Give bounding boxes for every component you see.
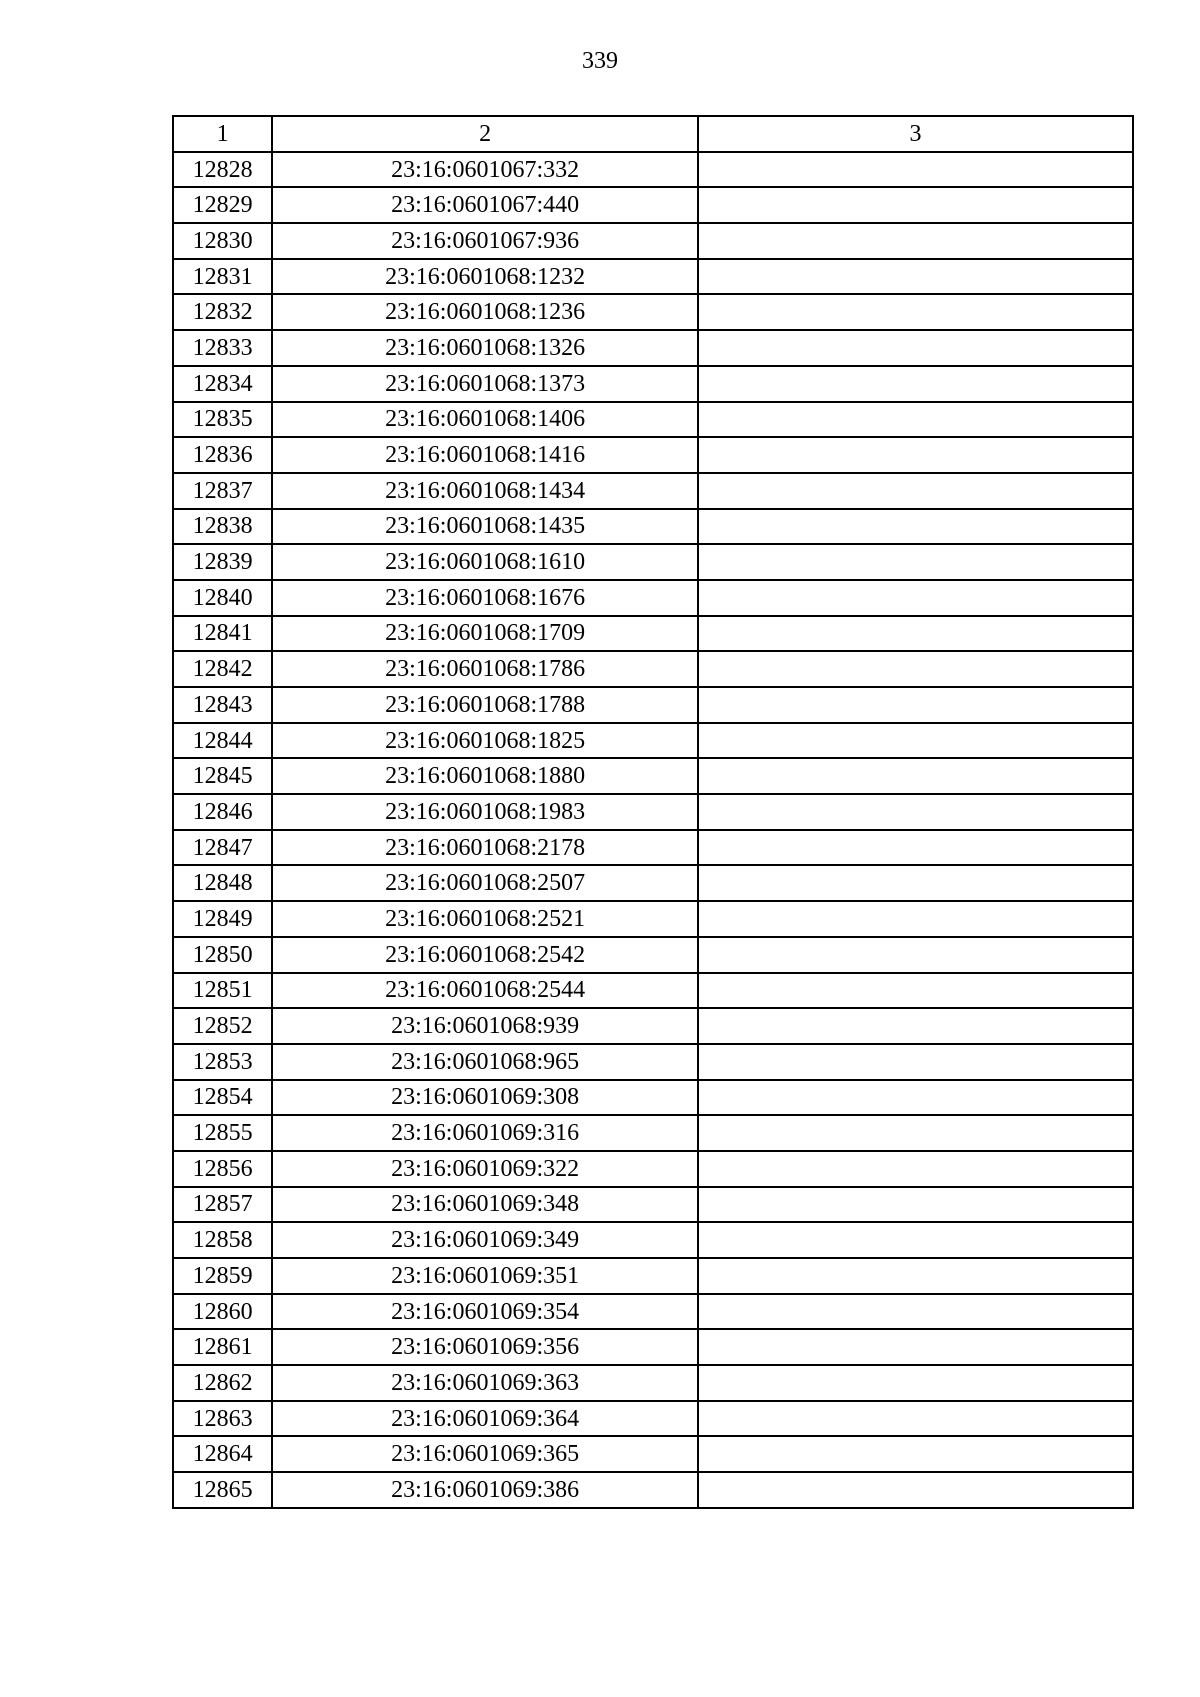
cadastral-number-cell: 23:16:0601068:1676 [272,580,698,616]
table-row [173,1401,1133,1437]
row-number-cell: 12832 [173,294,272,330]
cadastral-number-cell: 23:16:0601068:1983 [272,794,698,830]
table-row [173,259,1133,295]
note-cell [698,544,1133,580]
table-row [173,1365,1133,1401]
table-row [173,1436,1133,1472]
cadastral-number-cell: 23:16:0601069:386 [272,1472,698,1508]
note-cell [698,473,1133,509]
cadastral-number-cell: 23:16:0601069:348 [272,1187,698,1223]
cadastral-number-cell: 23:16:0601069:308 [272,1080,698,1116]
row-number-cell: 12830 [173,223,272,259]
cadastral-number-cell: 23:16:0601068:1435 [272,509,698,545]
table-row [173,1008,1133,1044]
row-number-cell: 12834 [173,366,272,402]
note-cell [698,1294,1133,1330]
table-row [173,473,1133,509]
note-cell [698,580,1133,616]
note-cell [698,830,1133,866]
row-number-cell: 12845 [173,758,272,794]
row-number-cell: 12852 [173,1008,272,1044]
table-row [173,1294,1133,1330]
row-number-cell: 12859 [173,1258,272,1294]
note-cell [698,294,1133,330]
table-row [173,723,1133,759]
cadastral-number-cell: 23:16:0601069:363 [272,1365,698,1401]
note-cell [698,330,1133,366]
row-number-cell: 12865 [173,1472,272,1508]
row-number-cell: 12851 [173,973,272,1009]
row-number-cell: 12838 [173,509,272,545]
row-number-cell: 12849 [173,901,272,937]
note-cell [698,651,1133,687]
cadastral-number-cell: 23:16:0601068:1326 [272,330,698,366]
note-cell [698,366,1133,402]
table-row [173,544,1133,580]
note-cell [698,1365,1133,1401]
row-number-cell: 12847 [173,830,272,866]
row-number-cell: 12844 [173,723,272,759]
row-number-cell: 12829 [173,187,272,223]
cadastral-number-cell: 23:16:0601068:2521 [272,901,698,937]
cadastral-number-cell: 23:16:0601068:1610 [272,544,698,580]
row-number-cell: 12856 [173,1151,272,1187]
column-header: 2 [272,116,698,152]
row-number-cell: 12846 [173,794,272,830]
table-row [173,437,1133,473]
cadastral-number-cell: 23:16:0601067:332 [272,152,698,188]
row-number-cell: 12833 [173,330,272,366]
cadastral-number-cell: 23:16:0601069:349 [272,1222,698,1258]
cadastral-number-cell: 23:16:0601068:1788 [272,687,698,723]
note-cell [698,509,1133,545]
table-header-row [173,116,1133,152]
row-number-cell: 12843 [173,687,272,723]
row-number-cell: 12840 [173,580,272,616]
row-number-cell: 12836 [173,437,272,473]
cadastral-number-cell: 23:16:0601069:322 [272,1151,698,1187]
note-cell [698,1258,1133,1294]
note-cell [698,402,1133,438]
table-row [173,223,1133,259]
row-number-cell: 12839 [173,544,272,580]
note-cell [698,437,1133,473]
cadastral-number-cell: 23:16:0601068:1373 [272,366,698,402]
table-row [173,402,1133,438]
table-row [173,830,1133,866]
cadastral-number-cell: 23:16:0601068:1880 [272,758,698,794]
table-row [173,1044,1133,1080]
note-cell [698,901,1133,937]
table-row [173,1187,1133,1223]
note-cell [698,687,1133,723]
cadastral-number-cell: 23:16:0601068:1709 [272,616,698,652]
table-row [173,794,1133,830]
cadastral-number-cell: 23:16:0601068:1434 [272,473,698,509]
note-cell [698,1008,1133,1044]
column-header: 1 [173,116,272,152]
table-row [173,152,1133,188]
row-number-cell: 12828 [173,152,272,188]
row-number-cell: 12863 [173,1401,272,1437]
note-cell [698,259,1133,295]
cadastral-number-cell: 23:16:0601067:936 [272,223,698,259]
note-cell [698,758,1133,794]
table-row [173,687,1133,723]
row-number-cell: 12861 [173,1329,272,1365]
row-number-cell: 12860 [173,1294,272,1330]
row-number-cell: 12855 [173,1115,272,1151]
table-row [173,187,1133,223]
row-number-cell: 12857 [173,1187,272,1223]
note-cell [698,1187,1133,1223]
table-row [173,1329,1133,1365]
table-row [173,1080,1133,1116]
cadastral-number-cell: 23:16:0601069:364 [272,1401,698,1437]
table-row [173,1222,1133,1258]
cadastral-number-cell: 23:16:0601069:354 [272,1294,698,1330]
note-cell [698,1329,1133,1365]
note-cell [698,616,1133,652]
table-row [173,901,1133,937]
row-number-cell: 12841 [173,616,272,652]
note-cell [698,1472,1133,1508]
table-row [173,865,1133,901]
table-row [173,1151,1133,1187]
cadastral-number-cell: 23:16:0601068:2542 [272,937,698,973]
table-row [173,1472,1133,1508]
table-row [173,330,1133,366]
note-cell [698,1222,1133,1258]
row-number-cell: 12848 [173,865,272,901]
row-number-cell: 12831 [173,259,272,295]
note-cell [698,1436,1133,1472]
cadastral-number-cell: 23:16:0601068:2507 [272,865,698,901]
note-cell [698,1044,1133,1080]
row-number-cell: 12853 [173,1044,272,1080]
row-number-cell: 12842 [173,651,272,687]
cadastral-number-cell: 23:16:0601067:440 [272,187,698,223]
table-row [173,580,1133,616]
note-cell [698,1151,1133,1187]
row-number-cell: 12858 [173,1222,272,1258]
cadastral-number-cell: 23:16:0601068:965 [272,1044,698,1080]
data-table [172,115,1134,1509]
note-cell [698,937,1133,973]
cadastral-number-cell: 23:16:0601068:2544 [272,973,698,1009]
cadastral-number-cell: 23:16:0601068:1825 [272,723,698,759]
row-number-cell: 12837 [173,473,272,509]
cadastral-number-cell: 23:16:0601069:365 [272,1436,698,1472]
cadastral-number-cell: 23:16:0601068:1416 [272,437,698,473]
table-row [173,651,1133,687]
row-number-cell: 12854 [173,1080,272,1116]
cadastral-number-cell: 23:16:0601068:1232 [272,259,698,295]
table-row [173,1115,1133,1151]
note-cell [698,223,1133,259]
table-row [173,1258,1133,1294]
cadastral-number-cell: 23:16:0601068:2178 [272,830,698,866]
note-cell [698,865,1133,901]
table-row [173,294,1133,330]
note-cell [698,187,1133,223]
note-cell [698,1115,1133,1151]
note-cell [698,1401,1133,1437]
table-row [173,509,1133,545]
table-row [173,973,1133,1009]
table-row [173,937,1133,973]
table-body [173,116,1133,1508]
cadastral-number-cell: 23:16:0601069:356 [272,1329,698,1365]
table-row [173,758,1133,794]
cadastral-number-cell: 23:16:0601069:316 [272,1115,698,1151]
page-number: 339 [582,48,618,74]
column-header: 3 [698,116,1133,152]
row-number-cell: 12835 [173,402,272,438]
cadastral-number-cell: 23:16:0601068:1236 [272,294,698,330]
cadastral-number-cell: 23:16:0601068:939 [272,1008,698,1044]
cadastral-number-cell: 23:16:0601068:1786 [272,651,698,687]
cadastral-number-cell: 23:16:0601069:351 [272,1258,698,1294]
cadastral-number-cell: 23:16:0601068:1406 [272,402,698,438]
row-number-cell: 12850 [173,937,272,973]
note-cell [698,723,1133,759]
row-number-cell: 12864 [173,1436,272,1472]
note-cell [698,973,1133,1009]
note-cell [698,152,1133,188]
table-row [173,616,1133,652]
row-number-cell: 12862 [173,1365,272,1401]
note-cell [698,794,1133,830]
note-cell [698,1080,1133,1116]
table-row [173,366,1133,402]
